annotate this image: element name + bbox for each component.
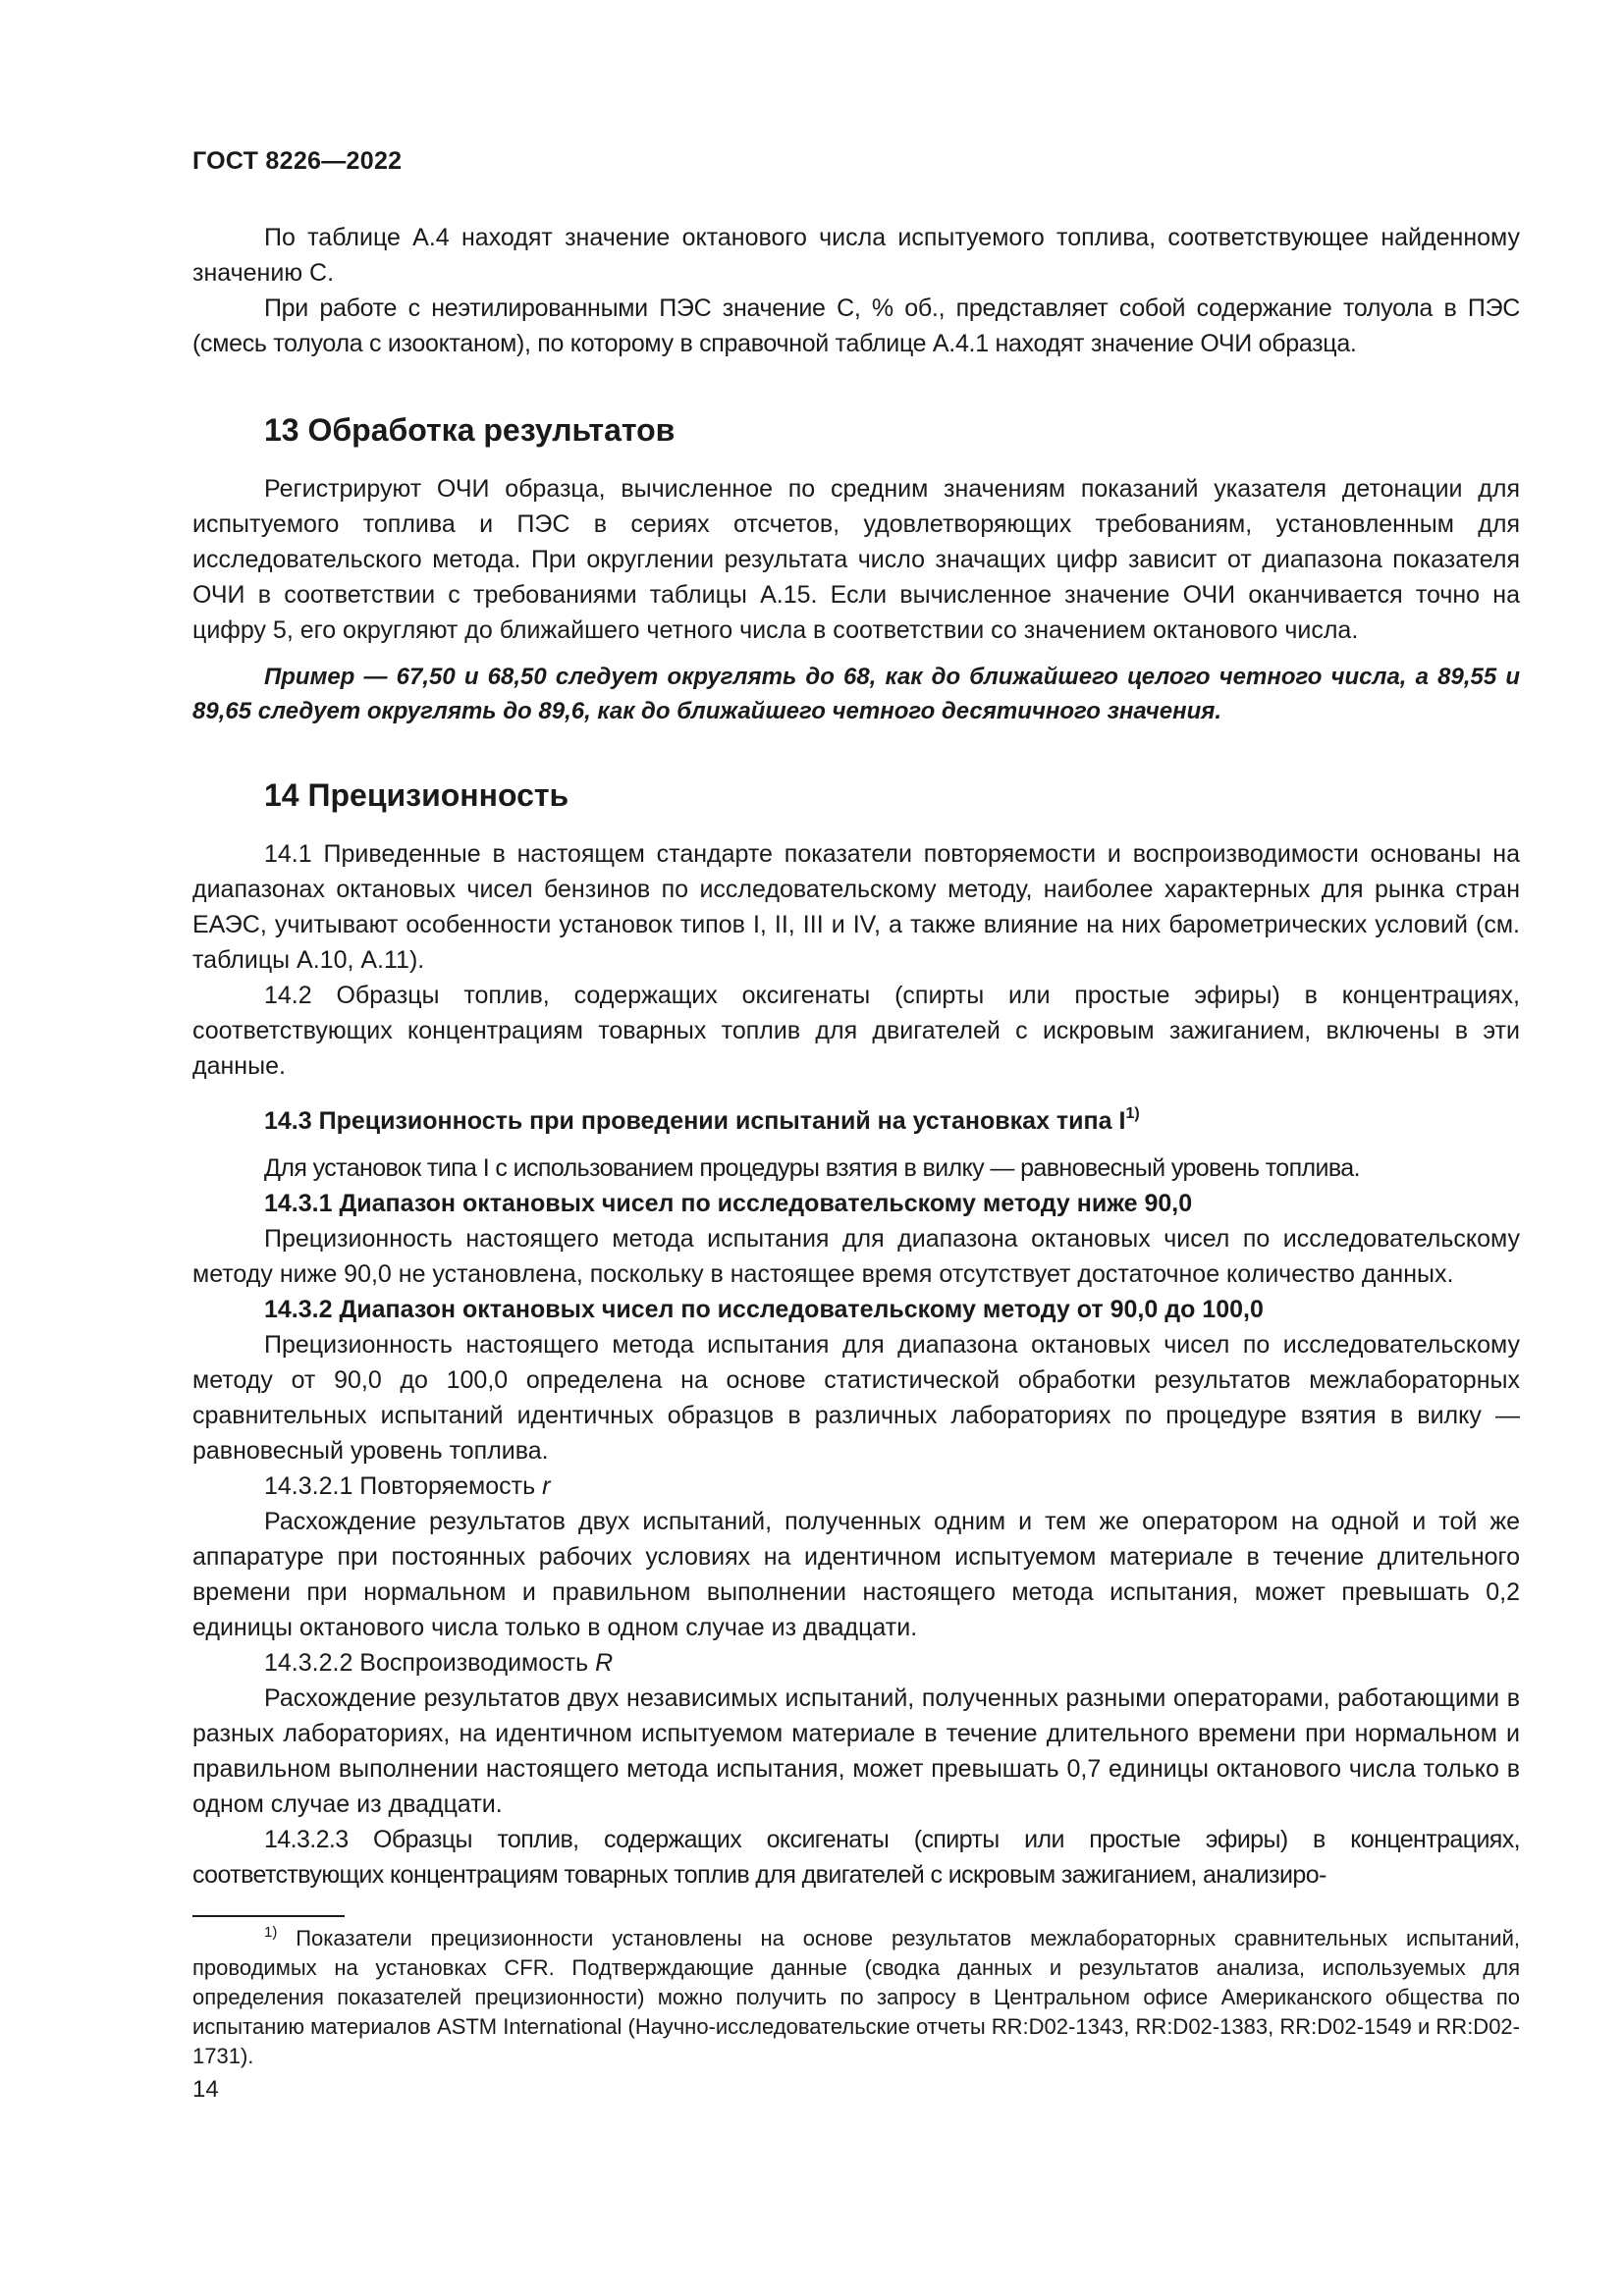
section-13-example: Пример — 67,50 и 68,50 следует округлять до 68, как до ближайшего целого четного числа, а 89,55 и 89,65 следует округлять до 89,6, как до ближайшего четного десятичного значения. <box>192 664 1520 724</box>
clause-14-3-2-1-text: Расхождение результатов двух испытаний, полученных одним и тем же оператором на одной и той же аппаратуре при постоянных рабочих условиях на идентичном испытуемом материале в течение длительного времени при нормальном и правильном выполнении настоящего метода испытания, может превышать 0,2 единицы октанового числа только в одном случае из двадцати. <box>192 1508 1520 1641</box>
footnote-separator <box>192 1915 345 1917</box>
clause-14-3-1-text: Прецизионность настоящего метода испытания для диапазона октановых чисел по исследовательскому методу ниже 90,0 не установлена, поскольку в настоящее время отсутствует достаточное количество данных. <box>192 1225 1520 1288</box>
clause-14-3-text: Для установок типа I с использованием процедуры взятия в вилку — равновесный уровень топлива. <box>264 1154 1360 1182</box>
clause-14-3-2-heading: 14.3.2 Диапазон октановых чисел по исследовательскому методу от 90,0 до 100,0 <box>264 1296 1264 1323</box>
section-14-heading: 14 Прецизионность <box>264 777 569 813</box>
clause-14-3-2-2-label: 14.3.2.2 Воспроизводимость <box>264 1649 589 1677</box>
clause-14-3-2-1-label: 14.3.2.1 Повторяемость <box>264 1472 536 1500</box>
repeatability-symbol: r <box>542 1472 551 1500</box>
intro-paragraph-2: При работе с неэтилированными ПЭС значение С, % об., представляет собой содержание толуола в ПЭС (смесь толуола с изооктаном), по которому в справочной таблице А.4.1 находят значение ОЧИ образца. <box>192 294 1520 357</box>
footnote-paragraph <box>192 1924 1520 2071</box>
page-body <box>192 220 1520 1893</box>
clause-14-3-2-1-heading <box>192 1468 1520 1504</box>
page-number: 14 <box>192 2076 219 2103</box>
clause-14-3-2-text: Прецизионность настоящего метода испытания для диапазона октановых чисел по исследовательскому методу от 90,0 до 100,0 определена на основе статистической обработки результатов межлабораторных сравнительных испытаний идентичных образцов в различных лабораториях по процедуре взятия в вилку — равновесный уровень топлива. <box>192 1331 1520 1465</box>
intro-paragraph-1: По таблице А.4 находят значение октанового числа испытуемого топлива, соответствующее найденному значению С. <box>192 224 1520 287</box>
section-13-heading: 13 Обработка результатов <box>264 412 676 448</box>
footnote-reference: 1) <box>1125 1105 1140 1122</box>
section-13-paragraph: Регистрируют ОЧИ образца, вычисленное по средним значениям показаний указателя детонации для испытуемого топлива и ПЭС в сериях отсчетов, удовлетворяющих требованиям, установленным для исследовательского метода. При округлении результата число значащих цифр зависит от диапазона показателя ОЧИ в соответствии с требованиями таблицы А.15. Если вычисленное значение ОЧИ оканчивается точно на цифру 5, его округляют до ближайшего четного числа в соответствии со значением октанового числа. <box>192 475 1520 644</box>
footnote-text: Показатели прецизионности установлены на основе результатов межлабораторных сравнительных испытаний, проводимых на установках CFR. Подтверждающие данные (сводка данных и результатов анализа, используемых для определения показателей прецизионности) можно получить по запросу в Центральном офисе Американского общества по испытанию материалов ASTM International (Научно-исследовательские отчеты RR:D02-1343, RR:D02-1383, RR:D02-1549 и RR:D02-1731). <box>192 1926 1520 2068</box>
clause-14-3-1-heading: 14.3.1 Диапазон октановых чисел по исследовательскому методу ниже 90,0 <box>264 1190 1193 1217</box>
footnote-mark: 1) <box>264 1924 278 1941</box>
clause-14-3-2-3-text: 14.3.2.3 Образцы топлив, содержащих оксигенаты (спирты или простые эфиры) в концентрациях, соответствующих концентрациям товарных топлив для двигателей с искровым зажиганием, анализиро- <box>192 1826 1520 1889</box>
clause-14-3-heading <box>192 1103 1520 1139</box>
clause-14-3-2-2-heading <box>192 1645 1520 1681</box>
clause-14-1: 14.1 Приведенные в настоящем стандарте показатели повторяемости и воспроизводимости основаны на диапазонах октановых чисел бензинов по исследовательскому методу, наиболее характерных для рынка стран ЕАЭС, учитывают особенности установок типов I, II, III и IV, а также влияние на них барометрических условий (см. таблицы А.10, А.11). <box>192 840 1520 974</box>
footnote <box>192 1924 1520 2071</box>
reproducibility-symbol: R <box>595 1649 614 1677</box>
clause-14-3-2-2-text: Расхождение результатов двух независимых испытаний, полученных разными операторами, работающими в разных лабораториях, на идентичном испытуемом материале в течение длительного времени при нормальном и правильном выполнении настоящего метода испытания, может превышать 0,7 единицы октанового числа только в одном случае из двадцати. <box>192 1684 1520 1818</box>
document-header: ГОСТ 8226—2022 <box>192 147 403 175</box>
clause-14-3-title: 14.3 Прецизионность при проведении испытаний на установках типа I <box>264 1107 1126 1135</box>
clause-14-2: 14.2 Образцы топлив, содержащих оксигенаты (спирты или простые эфиры) в концентрациях, соответствующих концентрациям товарных топлив для двигателей с искровым зажиганием, включены в эти данные. <box>192 982 1520 1080</box>
